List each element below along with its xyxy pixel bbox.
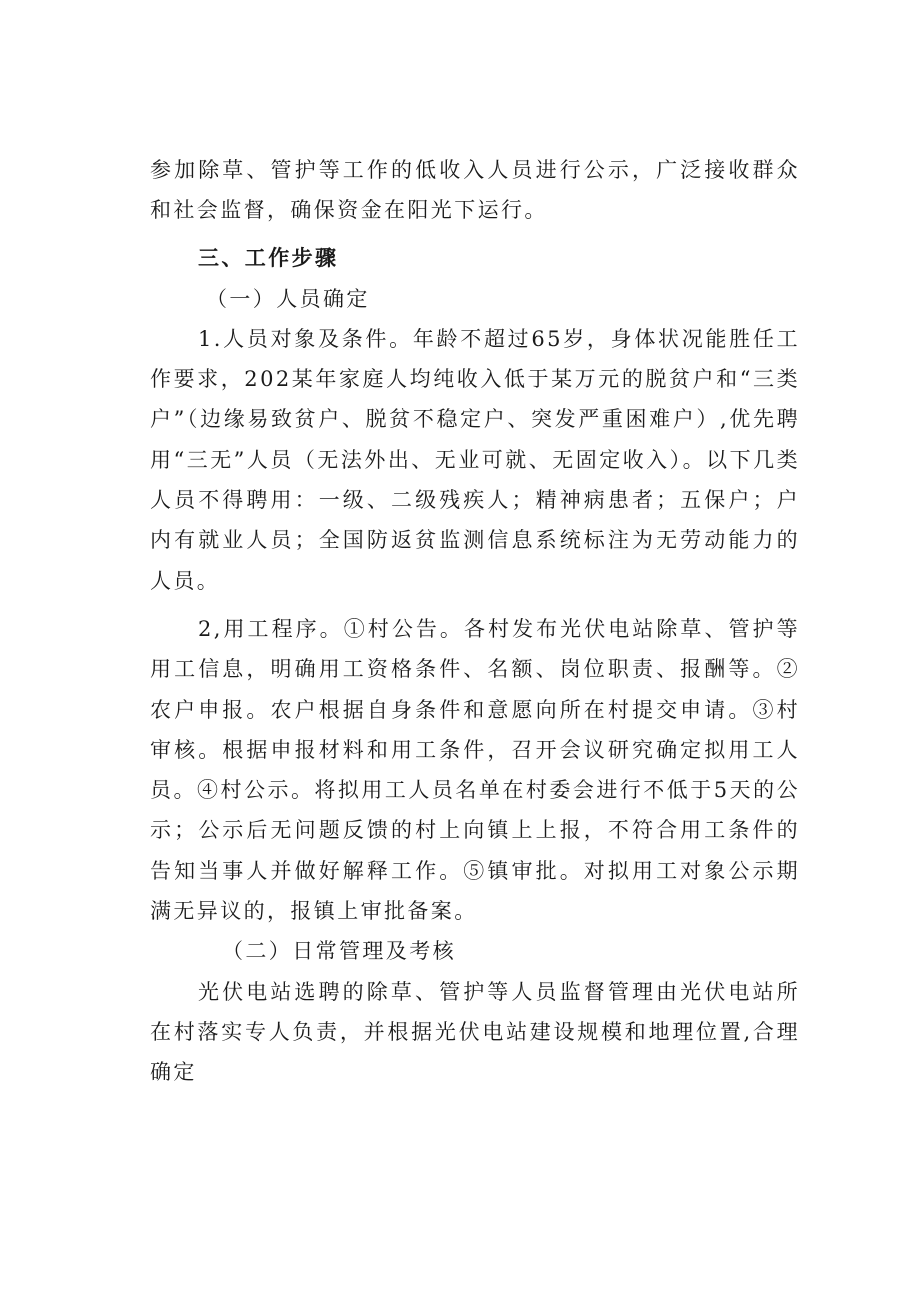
item-hiring-procedure: 2,用工程序。①村公告。各村发布光伏电站除草、管护等用工信息，明确用工资格条件、名额、岗位职责、报酬等。②农户申报。农户根据自身条件和意愿向所在村提交申请。③村审核。根据申报材料和用工条件，召开会议研究确定拟用工人员。④村公示。将拟用工人员名单在村委会进行不低于5天的公示；公示后无问题反馈的村上向镇上上报，不符合用工条件的告知当事人并做好解释工作。⑤镇审批。对拟用工对象公示期满无异议的，报镇上审批备案。 — [150, 616, 800, 924]
section-heading: 三、工作步骤 — [198, 245, 339, 270]
sub-heading-personnel: （一）人员确定 — [206, 286, 370, 311]
document-body — [150, 150, 800, 1093]
sub-heading-management: （二）日常管理及考核 — [222, 939, 456, 964]
item-personnel-conditions: 1.人员对象及条件。年龄不超过65岁，身体状况能胜任工作要求，202某年家庭人均纯收入低于某万元的脱贫户和“三类户”（边缘易致贫户、脱贫不稳定户、突发严重困难户）,优先聘用“三无”人员（无法外出、无业可就、无固定收入）。以下几类人员不得聘用：一级、二级残疾人；精神病患者；五保户；户内有就业人员；全国防返贫监测信息系统标注为无劳动能力的人员。 — [150, 326, 800, 593]
paragraph-management: 光伏电站选聘的除草、管护等人员监督管理由光伏电站所在村落实专人负责，并根据光伏电站建设规模和地理位置,合理确定 — [150, 979, 800, 1085]
paragraph-continuation: 参加除草、管护等工作的低收入人员进行公示，广泛接收群众和社会监督，确保资金在阳光下运行。 — [150, 158, 800, 223]
